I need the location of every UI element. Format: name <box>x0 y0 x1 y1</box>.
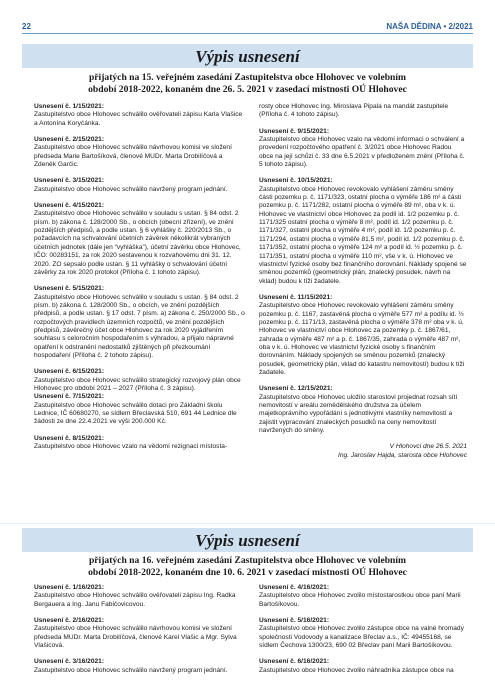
resolution-title: Usnesení č. 9/15/2021: <box>259 127 330 135</box>
signature-place: V Hlohovci dne 26.5. 2021 <box>389 443 467 451</box>
resolution-text: Zastupitelstvo obce Hlohovec schválilo ověřovateli zápisu Ing. Radka Bergauera a Ing. Janu Fabičovicovou. <box>34 592 236 608</box>
resolution-title: Usnesení č. 3/15/2021: <box>34 177 105 185</box>
section2-right-column <box>259 584 467 683</box>
resolution-item <box>34 103 245 128</box>
resolution-text: Zastupitelstvo obce Hlohovec schválilo návrhovou komisi ve složení předseda Marie Bartošíková, členové MUDr. Marta Drobilíčová a Zdeněk Garčic. <box>34 144 232 169</box>
resolution-item <box>34 393 245 426</box>
resolution-title: Usnesení č. 5/16/2021: <box>259 617 330 625</box>
resolution-title: Usnesení č. 12/15/2021: <box>259 385 333 393</box>
section2-subtitle-line1: přijatých na 16. veřejném zasedání Zastupitelstva obce Hlohovec ve volebním <box>88 555 407 566</box>
resolution-item <box>34 136 245 169</box>
section1-title-banner <box>22 44 473 68</box>
resolution-text: Zastupitelstvo obce Hlohovec schválilo v souladu s ustan. § 84 odst. 2 písm. b) zákona č. 128/2000 Sb., o obcích (obecní zřízení), ve znění pozdějších předpisů, a podle ustan. § 6 vyhlášky č. 220/2013 Sb., o požadavcích na schvalování účetních závěrek několikrát vybraných účetních jednotek (dále jen “vyhláška”), účetní závěrku obce Hlohovec, IČO: 00283151, za rok 2020 sestavenou k rozvahovému dni 31. 12. 2020. ZO sepsalo podle ustan. § 11 vyhlášky o schvalování účetní závěrky za rok 2020 protokol (Příloha č. 1 tohoto zápisu). <box>34 210 241 276</box>
resolution-title: Usnesení č. 5/15/2021: <box>34 285 105 293</box>
resolution-title: Usnesení č. 4/16/2021: <box>259 584 330 591</box>
resolution-text: Zastupitelstvo obce Hlohovec schválilo navržený program jednání. <box>34 185 228 193</box>
resolution-item <box>259 177 467 285</box>
resolution-item <box>34 285 245 360</box>
resolution-title: Usnesení č. 4/15/2021: <box>34 202 105 210</box>
resolution-title: Usnesení č. 2/15/2021: <box>34 136 105 144</box>
section1-right-column <box>259 103 467 460</box>
resolution-text: Zastupitelstvo obce Hlohovec schválilo navržený program jednání. <box>34 666 228 674</box>
signature-name: Ing. Jaroslav Hajda, starosta obce Hlohovec <box>337 451 467 459</box>
section1-title: Výpis usnesení <box>195 47 300 66</box>
resolution-text: Zastupitelstvo obce Hlohovec schválilo dotaci pro Základní školu Lednice, IČ 60680270, se sídlem Břeclavská 510, 691 44 Lednice dle žádosti ze dne 22.4.2021 ve výši 200.000 Kč. <box>34 401 237 426</box>
resolution-item <box>34 435 245 452</box>
resolution-text: Zastupitelstvo obce Hlohovec zvolilo místostarostkou obce paní Marii Bartošíkovou. <box>259 592 461 608</box>
resolution-text: Zastupitelstvo obce Hlohovec vzalo na vědomí informaci o schválení a provedení rozpočtového opatření č. 3/2021 obce Hlohovec Radou obce na její schůzi č. 33 dne 6.5.2021 v předloženém znění (Příloha č. 5 tohoto zápisu). <box>259 136 465 169</box>
resolution-text: Zastupitelstvo obce Hlohovec revokovalo vyhlášení záměru směny části pozemku p. č. 1171/323, ostatní plocha o výměře 186 m² a části pozemku p. č. 1171/282, ostatní plocha o výměře 89 m², oba v k. ú. Hlohovec ve vlastnictví obce Hlohovec za podíl id. 1/2 pozemku p. č. 1171/325 ostatní plocha o výměře 8 m², podíl id. 1/2 pozemku p. č. 1171/327, ostatní plocha o výměře 4 m², podíl id. 1/2 pozemku p. č. 1171/294, ostatní plocha o výměře 81,5 m², podíl id. 1/2 pozemku p. č. 1171/352, ostatní plocha o výměře 124 m² a podíl id. ½ pozemku p. č. 1171/351, ostatní plocha o výměře 110 m², vše v k. ú. Hlohovec ve vlastnictví fyzické osoby bez finančního dorovnání. Náklady spojené se směnou pozemků (geometrický plán, znalecký posudek, návrh na vklad) budou k tíži žadatele. <box>259 185 467 285</box>
resolution-title: Usnesení č. 6/15/2021: <box>34 368 105 376</box>
resolution-title: Usnesení č. 2/16/2021: <box>34 617 105 625</box>
resolution-text: Zastupitelstvo obce Hlohovec vzalo na vědomí rezignaci místosta- <box>34 443 228 451</box>
section-divider <box>0 523 495 524</box>
resolution-title: Usnesení č. 7/15/2021: <box>34 393 105 401</box>
page-number: 22 <box>22 22 31 31</box>
resolution-item <box>259 294 467 377</box>
section1-subtitle <box>22 72 473 96</box>
resolution-title: Usnesení č. 10/15/2021: <box>259 177 333 185</box>
section2-subtitle <box>22 555 473 579</box>
resolution-item <box>34 177 245 194</box>
resolution-item <box>34 368 245 393</box>
section2-left-column <box>34 584 245 683</box>
section1-subtitle-line1: přijatých na 15. veřejném zasedání Zastupitelstva obce Hlohovec ve volebním <box>88 72 407 83</box>
resolution-title: Usnesení č. 3/16/2021: <box>34 658 105 666</box>
resolution-text: Zastupitelstvo obce Hlohovec zvolilo náhradníka zástupce obce na <box>259 666 454 674</box>
resolution-title: Usnesení č. 8/15/2021: <box>34 434 105 442</box>
resolution-title: Usnesení č. 6/16/2021: <box>259 658 330 666</box>
resolution-item <box>34 617 245 650</box>
resolution-title: Usnesení č. 1/15/2021: <box>34 103 105 110</box>
resolution-text: Zastupitelstvo obce Hlohovec schválilo návrhovou komisi ve složení předseda MUDr. Marta Drobilíčová, členové Karel Vlašic a Mgr. Sylva Vlašicová. <box>34 625 237 650</box>
resolution-title: Usnesení č. 11/15/2021: <box>259 293 333 301</box>
resolution-text: Zastupitelstvo obce Hlohovec schválilo v souladu s ustan. § 84 odst. 2 písm. b) zákona č. 128/2000 Sb., o obcích, ve znění pozdějších předpisů, a podle ustan. § 17 odst. 7 písm. a) zákona č. 250/2000 Sb., o rozpočtových pravidlech územních rozpočtů, ve znění pozdějších předpisů, závěrečný účet obce Hlohovec za rok 2020 vyjádřením souhlasu s celoročním hospodařením s výhradou, a přijalo nápravné opatření k odstranění nedostatků zjištěných při přezkoumání hospodaření (Příloha č. 2 tohoto zápisu). <box>34 293 245 359</box>
resolution-item <box>34 584 245 609</box>
resolution-title: Usnesení č. 1/16/2021: <box>34 584 105 591</box>
resolution-item <box>259 385 467 435</box>
section1-left-column <box>34 103 245 459</box>
resolution-item <box>259 128 467 170</box>
resolution-text: Zastupitelstvo obce Hlohovec revokovalo vyhlášení záměru směny pozemku p. č. 1167, zastavěná plocha o výměře 577 m² a podílu id. ½ pozemku p. č. 1171/13, zastavěná plocha o výměře 378 m² oba v k. ú. Hlohovec ve vlastnictví obce Hlohovec za pozemky p. č. 1867/61, zahrada o výměře 487 m² a p. č. 1867/35, zahrada o výměře 487 m², oba v k. ú. Hlohovec ve vlastnictví fyzické osoby s finančním dorovnáním. Náklady spojených se směnou pozemků (znalecký posudek, geometrický plán, vklad do katastru nemovitostí) budou k tíži žadatele. <box>259 302 465 376</box>
section2-title: Výpis usnesení <box>195 531 300 550</box>
resolution-item <box>34 202 245 277</box>
resolution-text: Zastupitelstvo obce Hlohovec schválilo ověřovateli zápisu Karla Vlašice a Antonína Koryčánka. <box>34 111 243 127</box>
section1-right-list <box>259 128 467 436</box>
section1-subtitle-line2: období 2018-2022, konaném dne 26. 5. 2021 v zasedací mistnosti OÚ Hlohovec <box>88 84 407 95</box>
page-header <box>22 22 473 34</box>
resolution-item <box>34 658 245 675</box>
section2-title-banner <box>22 528 473 552</box>
resolution-item <box>259 617 467 650</box>
resolution-item <box>259 658 467 675</box>
section2-subtitle-line2: období 2018-2022, konaném dne 10. 6. 2021 v zasedací mistnosti OÚ Hlohovec <box>88 567 407 578</box>
resolution-continuation: rosty obce Hlohovec Ing. Miroslava Pipala na mandát zastupitele (Příloha č. 4 tohoto zápisu). <box>259 103 449 119</box>
resolution-item <box>259 584 467 609</box>
magazine-title: NAŠA DĚDINA • 2/2021 <box>386 22 473 31</box>
resolution-text: Zastupitelstvo obce Hlohovec uložilo starostovi projednat rozsah sítí nemovitostí v areálu zemědělského družstva za účelem majetkoprávního vypořádání s jednotlivými vlastníky nemovitostí a zajistit vypracování znaleckých posudků na ceny nemovitostí navržených do směny. <box>259 393 458 435</box>
resolution-text: Zastupitelstvo obce Hlohovec zvolilo zástupce obce na valné hromady společnosti Vodovody a kanalizace Břeclav a.s., IČ: 49455168, se sídlem Čechova 1300/23, 690 02 Břeclav paní Marii Bartošíkovou. <box>259 625 464 650</box>
resolution-text: Zastupitelstvo obce Hlohovec schválilo strategický rozvojový plán obce Hlohovec pro období 2021 – 2027 (Příloha č. 3 zápisu). <box>34 376 241 392</box>
